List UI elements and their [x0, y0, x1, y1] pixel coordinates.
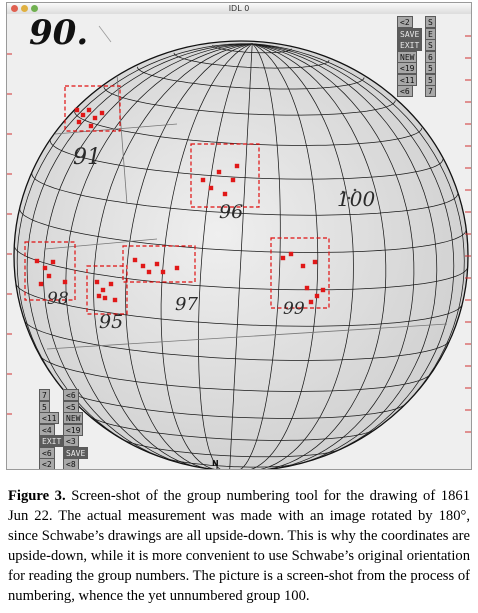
- control-button[interactable]: SAVE: [63, 447, 88, 459]
- control-button[interactable]: 7: [39, 389, 50, 401]
- group-number-98: 98: [47, 289, 69, 309]
- sunspot-marker: [147, 270, 151, 274]
- sunspot-marker: [141, 264, 145, 268]
- sunspot-marker: [109, 282, 113, 286]
- sunspot-marker: [81, 113, 85, 117]
- control-button[interactable]: <11: [39, 412, 59, 424]
- control-button[interactable]: 6: [425, 51, 436, 63]
- control-button[interactable]: 7: [425, 85, 436, 97]
- sunspot-marker: [309, 300, 313, 304]
- control-button[interactable]: 5: [39, 401, 50, 413]
- north-pole-label: N: [212, 459, 219, 468]
- sunspot-marker: [95, 280, 99, 284]
- north-pole-marker: [212, 459, 219, 469]
- control-button[interactable]: S: [425, 16, 436, 28]
- control-button[interactable]: EXIT: [397, 39, 422, 51]
- sunspot-marker: [51, 260, 55, 264]
- group-number-100: 100: [337, 187, 376, 211]
- group-number-96: 96: [219, 201, 244, 223]
- sunspot-marker: [321, 288, 325, 292]
- sunspot-marker: [103, 296, 107, 300]
- control-button[interactable]: <4: [39, 424, 55, 436]
- control-button[interactable]: NEW: [397, 51, 417, 63]
- control-button[interactable]: 5: [425, 62, 436, 74]
- sunspot-marker: [315, 294, 319, 298]
- sunspot-marker: [113, 298, 117, 302]
- sunspot-marker: [43, 266, 47, 270]
- sunspot-marker: [35, 259, 39, 263]
- idl-window: [6, 2, 472, 470]
- control-button[interactable]: S: [425, 39, 436, 51]
- sunspot-marker: [305, 286, 309, 290]
- sunspot-marker: [100, 111, 104, 115]
- window-title: IDL 0: [228, 4, 250, 13]
- sunspot-marker: [235, 164, 239, 168]
- sunspot-marker: [93, 116, 97, 120]
- control-button[interactable]: <5: [63, 401, 79, 413]
- sunspot-marker: [313, 260, 317, 264]
- caption-label: Figure 3.: [8, 488, 66, 504]
- group-number-95: 95: [99, 311, 124, 333]
- sunspot-marker: [101, 288, 105, 292]
- group-number-99: 99: [283, 299, 305, 319]
- control-button[interactable]: <3: [63, 435, 79, 447]
- control-button[interactable]: SAVE: [397, 28, 422, 40]
- handwritten-top-number: 90.: [29, 14, 89, 53]
- control-button[interactable]: <19: [397, 62, 417, 74]
- sunspot-marker: [89, 124, 93, 128]
- group-number-91: 91: [73, 145, 101, 170]
- control-button[interactable]: E: [425, 28, 436, 40]
- sunspot-marker: [289, 252, 293, 256]
- sunspot-marker: [87, 108, 91, 112]
- control-button[interactable]: <19: [63, 424, 83, 436]
- sunspot-marker: [155, 262, 159, 266]
- sunspot-marker: [97, 294, 101, 298]
- sunspot-marker: [133, 258, 137, 262]
- control-button[interactable]: <2: [39, 458, 55, 470]
- figure-caption: [8, 486, 470, 606]
- control-button[interactable]: <2: [397, 16, 413, 28]
- sunspot-marker: [175, 266, 179, 270]
- sunspot-marker: [223, 192, 227, 196]
- sunspot-marker: [75, 108, 79, 112]
- sunspot-marker: [63, 280, 67, 284]
- control-button[interactable]: <6: [397, 85, 413, 97]
- control-button[interactable]: <6: [39, 447, 55, 459]
- sunspot-marker: [231, 178, 235, 182]
- control-button[interactable]: 5: [425, 74, 436, 86]
- sunspot-marker: [209, 186, 213, 190]
- handwritten-number: [29, 14, 88, 53]
- sunspot-marker: [39, 282, 43, 286]
- sunspot-marker: [281, 256, 285, 260]
- group-number-97: 97: [175, 294, 198, 315]
- control-button[interactable]: <6: [63, 389, 79, 401]
- control-button[interactable]: NEW: [63, 412, 83, 424]
- control-button[interactable]: EXIT: [39, 435, 64, 447]
- sunspot-marker: [161, 270, 165, 274]
- sunspot-marker: [77, 120, 81, 124]
- sunspot-marker: [201, 178, 205, 182]
- caption-text: Screen-shot of the group numbering tool for the drawing of 1861 Jun 22. The actual measurement was made with an image rotated by 180°, since Schwabe’s drawings are all upside-down. This is why the coordinates are upside-down, while it is more convenient to use Schwabe’s original orientation for reading the group numbers. The picture is a screen-shot from the process of numbering, whence the yet unnumbered group 100.: [8, 488, 470, 604]
- control-button[interactable]: <11: [397, 74, 417, 86]
- sunspot-marker: [47, 274, 51, 278]
- sunspot-marker: [217, 170, 221, 174]
- control-button[interactable]: <8: [63, 458, 79, 470]
- sunspot-marker: [301, 264, 305, 268]
